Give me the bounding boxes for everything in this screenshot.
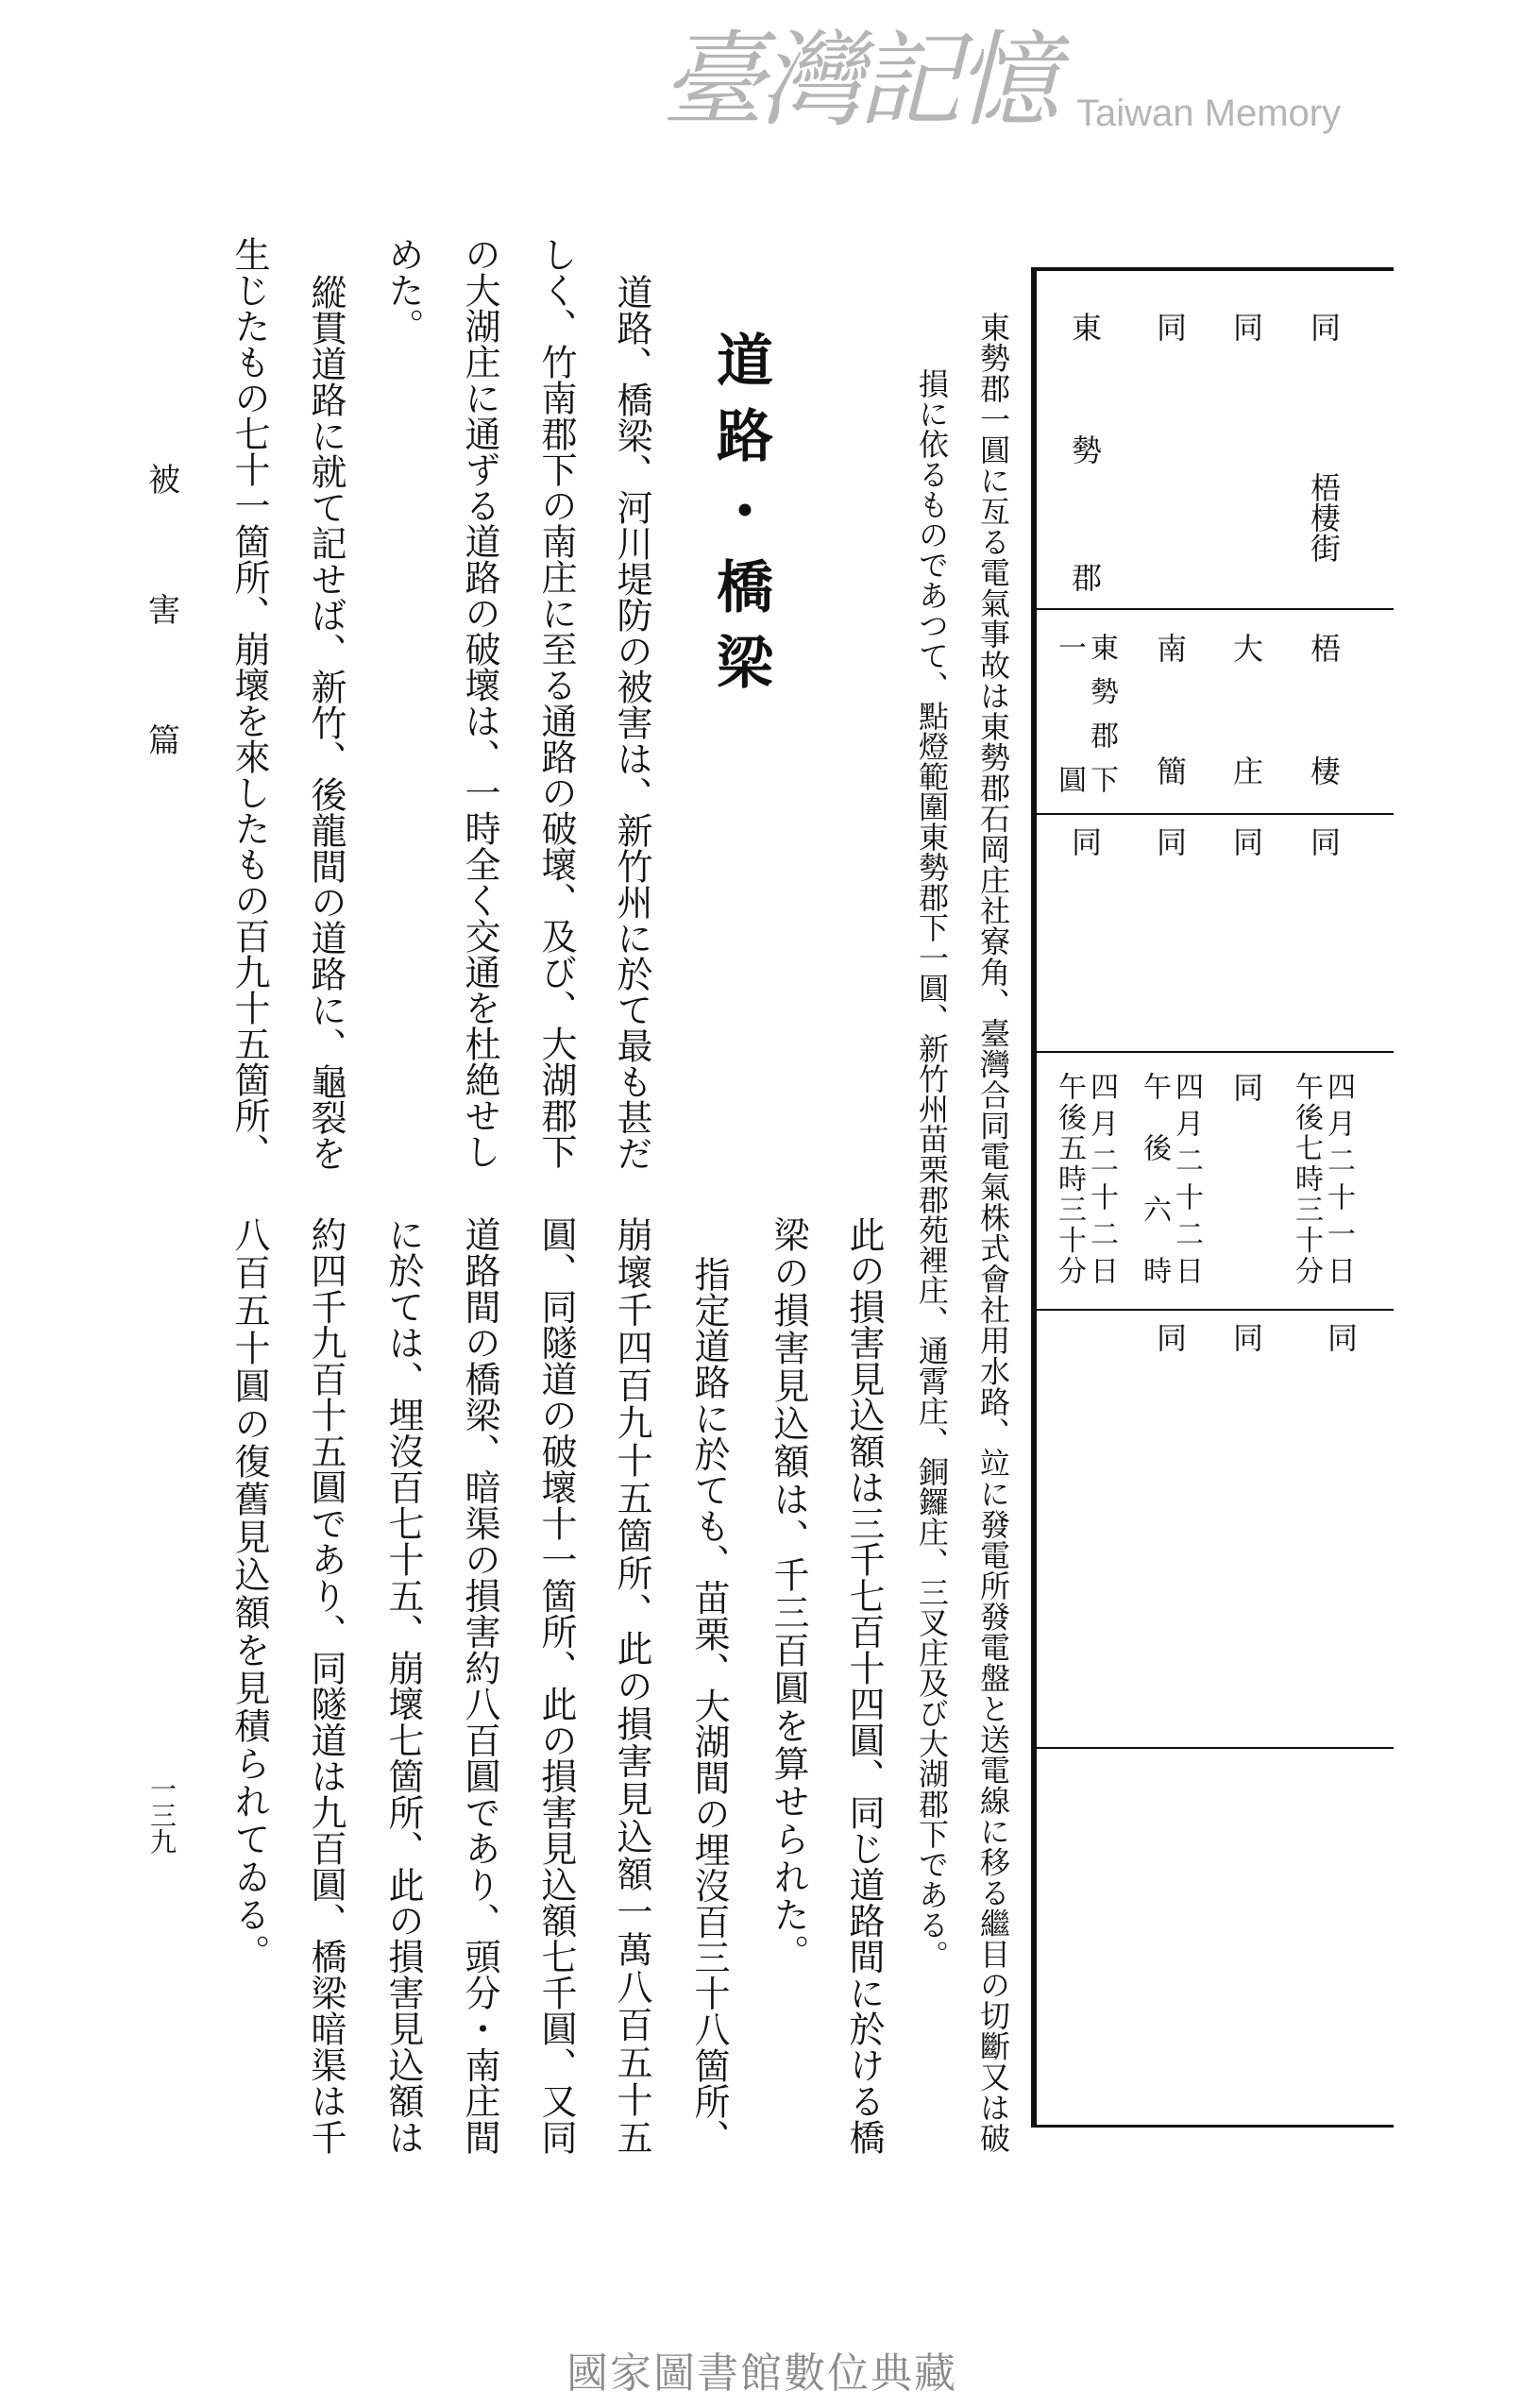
table-cell-left: 午後六時: [1138, 1072, 1171, 1284]
body-text: 道路、橋梁、河川堤防の被害は、新竹州に於て最も甚だ: [611, 274, 652, 1171]
table-cell: 東: [1067, 312, 1103, 342]
body-text: 約四千九百十五圓であり、同隧道は九百圓、橋梁暗渠は千: [305, 1216, 347, 2155]
body-text: の大湖庄に通ずる道路の破壞は、一時全く交通を杜絶せし: [459, 236, 500, 1169]
table-row-divider: [1037, 813, 1394, 815]
section-heading: 道路・橋梁: [707, 331, 773, 689]
body-text: 道路間の橋梁、暗渠の損害約八百圓であり、頭分・南庄間: [459, 1216, 500, 2155]
table-cell-right: 東勢郡下: [1085, 633, 1118, 793]
table-cell: 同: [1152, 826, 1188, 856]
table-row-divider: [1037, 1051, 1394, 1053]
table-cell: 同: [1228, 1322, 1264, 1352]
table-cell: 同: [1323, 1322, 1359, 1352]
watermark-logo-en: Taiwan Memory: [1076, 93, 1342, 134]
table-cell: 同: [1306, 312, 1342, 342]
table-cell-right: 四月二十二日: [1085, 1072, 1118, 1284]
body-text: 圓、同隧道の破壞十一箇所、此の損害見込額七千圓、又同: [535, 1216, 577, 2155]
table-cell: 同: [1152, 312, 1188, 342]
table-row-divider: [1037, 1747, 1394, 1749]
body-text: めた。: [382, 236, 424, 344]
table-row-divider: [1037, 608, 1394, 610]
table-cell: [1053, 1072, 1118, 1284]
table-cell: 同: [1228, 1072, 1264, 1102]
watermark-logo: 臺灣記憶: [661, 20, 1054, 141]
table-cell-left: 午後七時三十分: [1290, 1072, 1323, 1284]
table-cell: 同: [1228, 312, 1264, 342]
body-text: 此の損害見込額は三千七百十四圓、同じ道路間に於ける橋: [843, 1216, 885, 2155]
section-footer: 被害篇: [142, 463, 180, 755]
table-cell-left: 午後五時三十分: [1053, 1072, 1086, 1284]
note-text: 東勢郡一圓に亙る電氣事故は東勢郡石岡庄社寮角、臺灣合同電氣株式會社用水路、竝に發電所發電盤と送電線に移る繼目の切斷又は破: [975, 312, 1011, 2153]
table-cell: 庄: [1228, 755, 1264, 786]
body-text: 八百五十圓の復舊見込額を見積られてゐる。: [228, 1216, 270, 1972]
table-cell-right: 四月二十二日: [1170, 1072, 1203, 1284]
table-cell: 勢: [1067, 434, 1103, 465]
table-cell: 南: [1152, 633, 1188, 663]
table-cell: 同: [1152, 1322, 1188, 1352]
note-text: 損に依るものであつて、點燈範圍東勢郡下一圓、新竹州苗栗郡苑裡庄、通霄庄、銅鑼庄、三叉庄及び大湖郡下である。: [914, 368, 950, 1970]
table-left-border: [1031, 269, 1037, 2128]
table-cell-left: 一圓: [1053, 633, 1086, 793]
table-cell: 大: [1228, 633, 1264, 663]
table-cell: 同: [1306, 826, 1342, 856]
table-cell: 同: [1067, 826, 1103, 856]
body-text: に於ては、埋沒百七十五、崩壞七箇所、此の損害見込額は: [382, 1216, 424, 2155]
body-text: しく、竹南郡下の南庄に至る通路の破壞、及び、大湖郡下: [535, 236, 577, 1169]
table-bottom-border: [1037, 2125, 1394, 2128]
table-cell: [1138, 1072, 1203, 1284]
body-text: 生じたもの七十一箇所、崩壞を來したもの百九十五箇所、: [228, 236, 270, 1169]
page-number: 一三九: [146, 1775, 178, 1855]
table-cell: 梧: [1306, 633, 1342, 663]
body-text: 縱貫道路に就て記せば、新竹、後龍間の道路に、龜裂を: [305, 274, 347, 1171]
table-cell: [1053, 633, 1118, 793]
table-top-border: [1031, 267, 1394, 271]
table-cell-right: 四月二十一日: [1322, 1072, 1355, 1284]
source-watermark: 國家圖書館數位典藏: [567, 2349, 957, 2398]
body-text: 梁の損害見込額は、千三百圓を算せられた。: [768, 1216, 809, 1972]
body-text: 崩壞千四百九十五箇所、此の損害見込額一萬八百五十五: [611, 1216, 652, 2155]
table-cell: 郡: [1067, 562, 1103, 592]
table-cell: [1290, 1072, 1355, 1284]
table-row-divider: [1037, 1309, 1394, 1311]
table-cell: 簡: [1152, 755, 1188, 786]
table-cell: 同: [1228, 826, 1264, 856]
table-cell: 梧棲街: [1306, 472, 1342, 563]
table-cell: 棲: [1306, 755, 1342, 786]
body-text: 指定道路に於ても、苗栗、大湖間の埋沒百三十八箇所、: [688, 1256, 730, 2155]
